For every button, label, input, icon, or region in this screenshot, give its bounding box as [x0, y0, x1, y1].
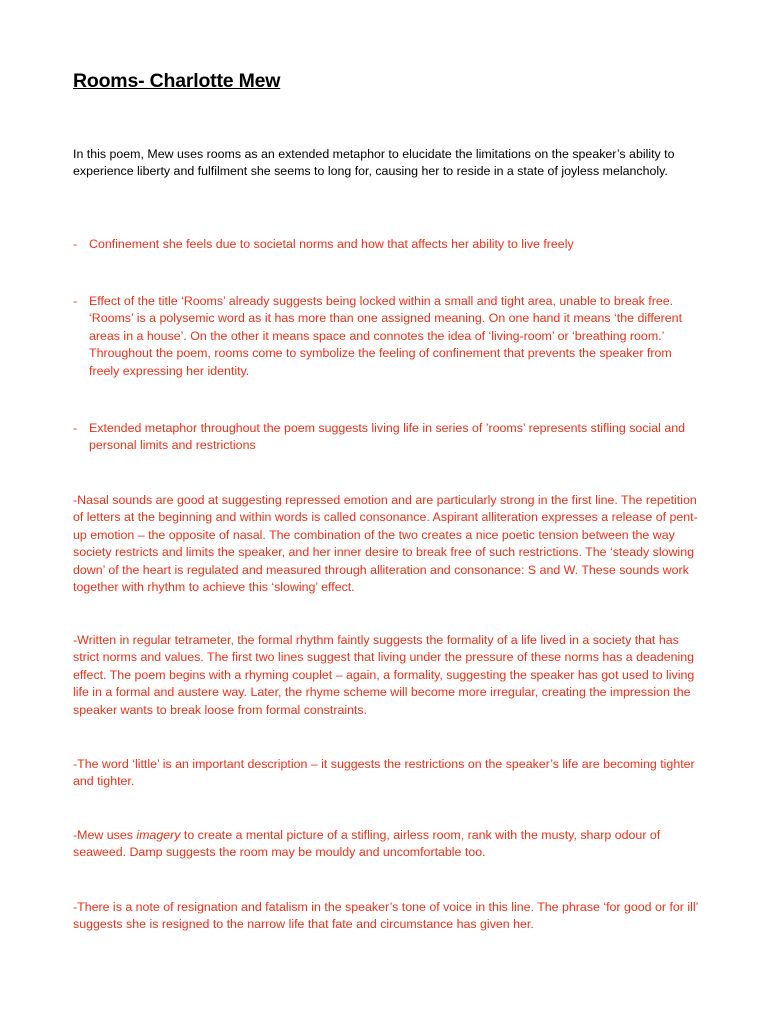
bullet-marker: - [73, 421, 78, 435]
note-paragraph-resignation: -There is a note of resignation and fatalism in the speaker’s tone of voice in this line. The phrase ‘for good or for ill’ suggests she is resigned to the narrow life that fate and circumstance has given her. [73, 900, 698, 932]
bullet-marker: - [73, 294, 78, 308]
note-paragraph-imagery [73, 827, 703, 862]
bullet-text: Extended metaphor throughout the poem suggests living life in series of ’rooms’ represents stifling social and personal limits and restrictions [89, 421, 685, 453]
note-paragraph-tetrameter: -Written in regular tetrameter, the formal rhythm faintly suggests the formality of a life lived in a society that has strict norms and values. The first two lines suggest that living under the pressure of these norms has a deadening effect. The poem begins with a rhyming couplet – again, a formality, suggesting the speaker has got used to living life in a formal and austere way. Later, the rhyme scheme will become more irregular, creating the impression the speaker wants to break loose from formal constraints. [73, 633, 695, 717]
intro-paragraph: In this poem, Mew uses rooms as an extended metaphor to elucidate the limitations on the speaker’s ability to experience liberty and fulfilment she seems to long for, causing her to reside in a state of joyless melancholy. [73, 147, 675, 179]
imagery-emphasis: imagery [136, 828, 181, 842]
imagery-text-after: to create a mental picture of a stifling, airless room, rank with the musty, sharp odour of seaweed. Damp suggests the room may be mouldy and uncomfortable too. [73, 828, 661, 860]
bullet-text: Effect of the title ‘Rooms’ already suggests being locked within a small and tight area, unable to break free. ‘Rooms’ is a polysemic word as it has more than one assigned meaning. On one hand it means ‘the different areas in a house’. On the other it means space and connotes the idea of ‘living-room’ or ‘breathing room.’ Throughout the poem, rooms come to symbolize the feeling of confinement that prevents the speaker from freely expressing her identity. [89, 294, 683, 378]
bullet-item-confinement [73, 236, 703, 253]
page-title: Rooms- Charlotte Mew [73, 70, 281, 92]
note-paragraph-nasal-sounds: -Nasal sounds are good at suggesting repressed emotion and are particularly strong in the first line. The repetition of letters at the beginning and within words is called consonance. Aspirant alliteration expresses a release of pent-up emotion – the opposite of nasal. The combination of the two creates a nice poetic tension between the way society restricts and limits the speaker, and her inner desire to break free of such restrictions. The ‘steady slowing down’ of the heart is regulated and measured through alliteration and consonance: S and W. These sounds work together with rhythm to achieve this ‘slowing’ effect. [73, 493, 698, 595]
imagery-text-before: -Mew uses [73, 828, 137, 842]
bullet-item-title-effect [73, 293, 703, 380]
bullet-item-extended-metaphor [73, 420, 703, 455]
note-paragraph-little: -The word ‘little’ is an important description – it suggests the restrictions on the speaker’s life are becoming tighter and tighter. [73, 757, 695, 789]
bullet-marker: - [73, 237, 78, 251]
bullet-text: Confinement she feels due to societal norms and how that affects her ability to live freely [89, 237, 574, 251]
